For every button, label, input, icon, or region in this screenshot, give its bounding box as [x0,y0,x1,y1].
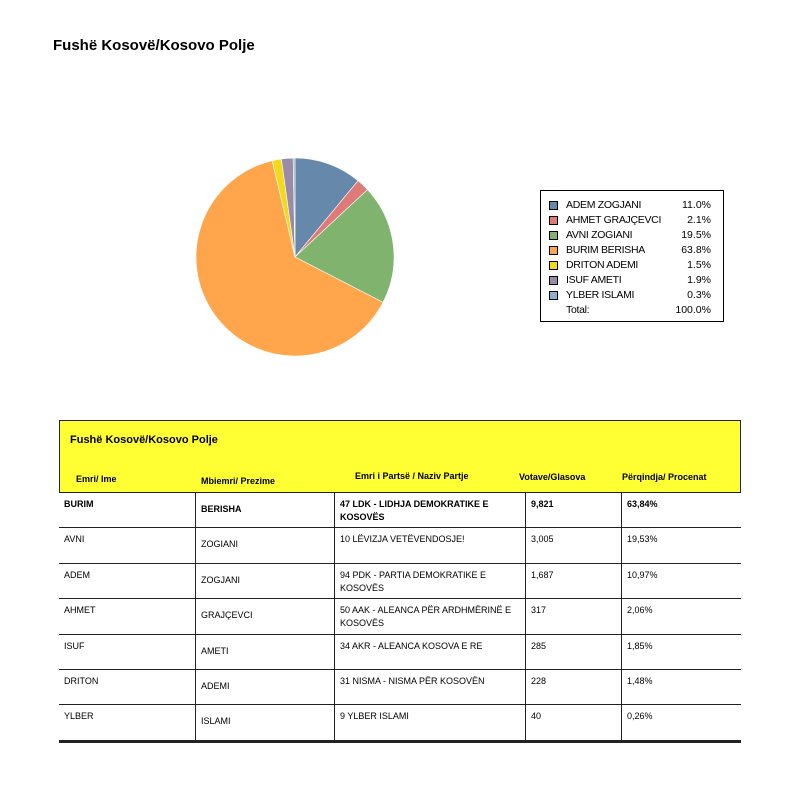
cell-percent: 10,97% [621,564,741,598]
table-row [59,635,741,670]
cell-votes: 3,005 [525,528,621,562]
cell-name: DRITON [64,676,99,686]
table-row [59,599,741,634]
cell-votes: 9,821 [525,493,621,527]
legend-percent: 2.1% [687,214,711,226]
table-row [59,528,741,563]
legend-swatch [549,216,558,225]
table-title: Fushë Kosovë/Kosovo Polje [70,434,218,446]
cell-surname: BERISHA [195,493,334,527]
legend-swatch [549,231,558,240]
cell-party: 50 AAK - ALEANCA PËR ARDHMËRINË E KOSOVËS [334,599,525,633]
table-header [59,420,741,493]
legend-swatch [549,201,558,210]
table-row [59,705,741,740]
cell-surname: ISLAMI [195,705,334,739]
cell-votes: 317 [525,599,621,633]
header-percent: Përqindja/ Procenat [622,472,707,482]
legend-total-label: Total: [566,304,590,316]
legend-item [549,243,715,258]
cell-party: 94 PDK - PARTIA DEMOKRATIKE E KOSOVËS [334,564,525,598]
table-row [59,670,741,705]
legend-item [549,273,715,288]
chart-legend [540,190,724,322]
table-row [59,564,741,599]
legend-swatch [549,276,558,285]
page-title: Fushë Kosovë/Kosovo Polje [53,37,255,54]
cell-percent: 1,85% [621,635,741,669]
legend-swatch [549,291,558,300]
legend-total-row [549,303,715,318]
legend-swatch [549,246,558,255]
table-bottom-rule [59,741,741,743]
header-name: Emri/ Ime [76,474,117,484]
cell-votes: 285 [525,635,621,669]
header-votes: Votave/Glasova [519,472,586,482]
legend-label: ADEM ZOGJANI [566,199,642,211]
legend-label: AVNI ZOGIANI [566,229,633,241]
cell-name: AHMET [64,605,96,616]
header-surname: Mbiemri/ Prezime [201,476,276,486]
legend-item [549,198,715,213]
legend-label: DRITON ADEMI [566,259,639,271]
cell-surname: ADEMI [195,670,334,704]
table-row [59,493,741,528]
legend-label: ISUF AMETI [566,274,622,286]
cell-surname: AMETI [195,635,334,669]
cell-votes: 228 [525,670,621,704]
cell-percent: 2,06% [621,599,741,633]
cell-name: AVNI [64,534,85,545]
legend-item [549,258,715,273]
cell-party: 9 YLBER ISLAMI [334,705,525,739]
legend-swatch [549,261,558,270]
legend-item [549,288,715,303]
pie-chart [190,152,400,362]
cell-party: 34 AKR - ALEANCA KOSOVA E RE [334,635,525,669]
legend-item [549,228,715,243]
cell-name: ISUF [64,640,85,651]
legend-percent: 19.5% [681,229,711,241]
cell-surname: ZOGJANI [195,564,334,598]
cell-percent: 19,53% [621,528,741,562]
cell-name: ADEM [64,569,91,580]
cell-party: 47 LDK - LIDHJA DEMOKRATIKE E KOSOVËS [334,493,525,527]
legend-item [549,213,715,228]
cell-party: 31 NISMA - NISMA PËR KOSOVËN [334,670,525,704]
legend-label: AHMET GRAJÇEVCI [566,214,662,226]
cell-name: YLBER [64,711,94,722]
cell-surname: GRAJÇEVCI [195,599,334,633]
legend-total-percent: 100.0% [675,304,711,316]
cell-percent: 63,84% [621,493,741,527]
cell-name: BURIM [64,499,94,509]
cell-percent: 1,48% [621,670,741,704]
cell-votes: 1,687 [525,564,621,598]
cell-surname: ZOGIANI [195,528,334,562]
legend-label: BURIM BERISHA [566,244,645,256]
legend-label: YLBER ISLAMI [566,289,635,301]
cell-percent: 0,26% [621,705,741,739]
legend-percent: 63.8% [681,244,711,256]
results-table [59,420,741,727]
legend-percent: 1.9% [687,274,711,286]
cell-party: 10 LËVIZJA VETËVENDOSJE! [334,528,525,562]
cell-votes: 40 [525,705,621,739]
header-party: Emri i Partsë / Naziv Partje [355,471,469,481]
legend-percent: 1.5% [687,259,711,271]
legend-percent: 11.0% [682,199,711,211]
legend-percent: 0.3% [687,289,711,301]
